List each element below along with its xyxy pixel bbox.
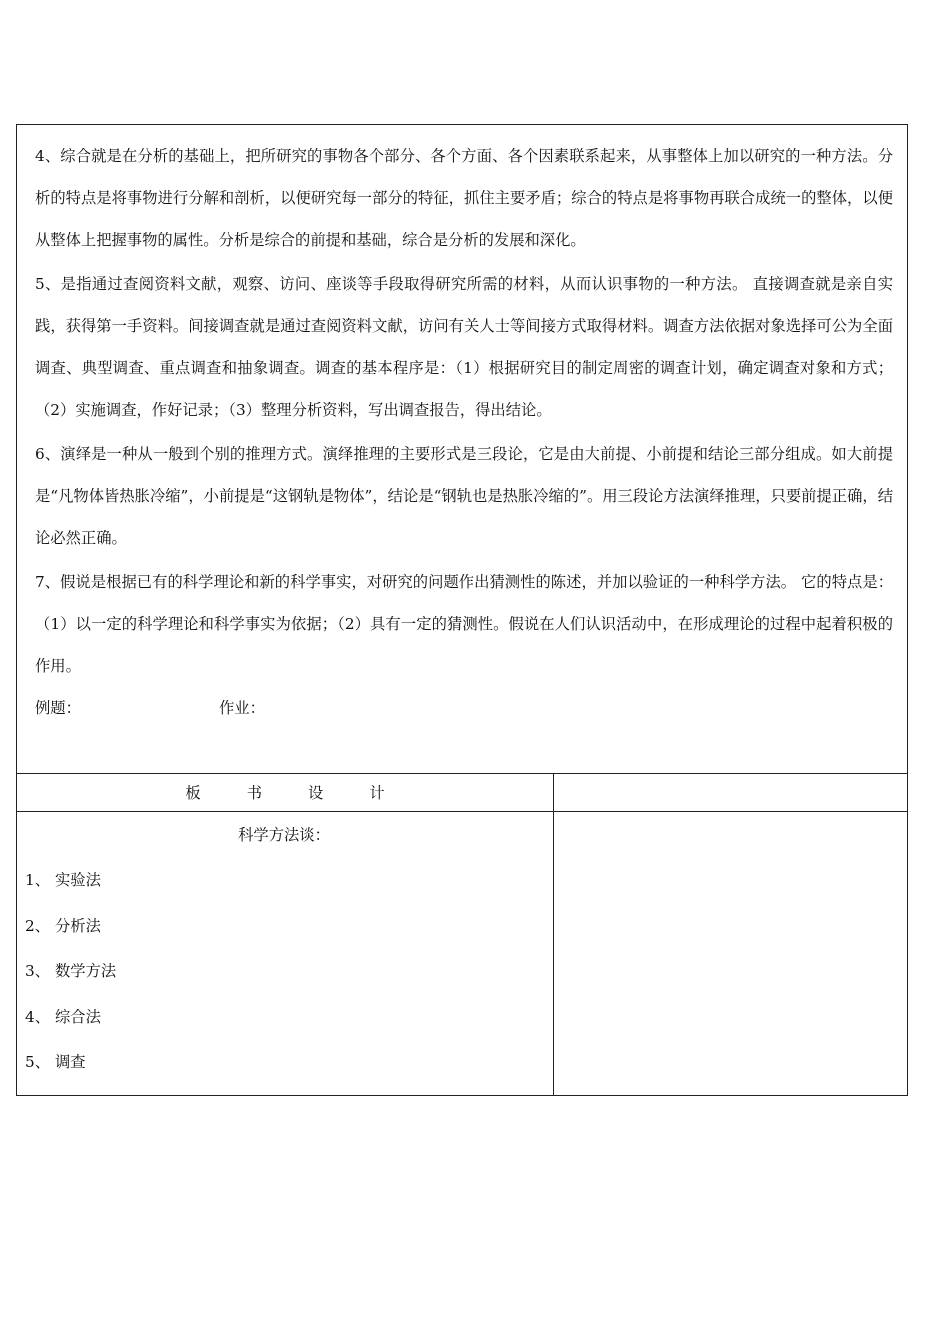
board-title: 科学方法谈： [238,826,330,844]
paragraph-investigation: 5、是指通过查阅资料文献，观察、访问、座谈等手段取得研究所需的材料，从而认识事物的一种方法。 直接调查就是亲自实践，获得第一手资料。间接调查就是通过查阅资料文献，访问有关人士等间接方式取得材料。调查方法依据对象选择可公为全面调查、典型调查、重点调查和抽象调查。调查的基本程序是：（1）根据研究目的制定周密的调查计划，确定调查对象和方式；（2）实施调查，作好记录；（3）整理分析资料，写出调查报告，得出结论。 [35,275,893,419]
example-homework-line [35,687,893,729]
homework-label: 作业： [219,699,265,717]
paragraph-deduction: 6、演绎是一种从一般到个别的推理方式。演绎推理的主要形式是三段论，它是由大前提、小前提和结论三部分组成。如大前提是“凡物体皆热胀冷缩”，小前提是“这钢轨是物体”，结论是“钢轨也是热胀冷缩的”。用三段论方法演绎推理，只要前提正确，结论必然正确。 [35,445,893,547]
item-number: 4、 [25,1007,51,1026]
item-text: 实验法 [55,871,101,889]
header-char: 板 [185,784,201,802]
item-number: 3、 [25,962,51,980]
list-item [25,949,553,995]
board-design-header [17,773,553,811]
list-item [25,995,553,1041]
paragraph-synthesis: 4、综合就是在分析的基础上，把所研究的事物各个部分、各个方面、各个因素联系起来，从事整体上加以研究的一种方法。分析的特点是将事物进行分解和剖析，以便研究每一部分的特征，抓住主要矛盾；综合的特点是将事物再联合成统一的整体，以便从整体上把握事物的属性。分析是综合的前提和基础，综合是分析的发展和深化。 [35,147,893,249]
column-divider [553,773,554,1095]
row-divider-bottom [17,811,907,812]
header-char: 书 [246,784,262,802]
item-text: 数学方法 [55,962,117,980]
list-item [25,858,553,904]
example-label: 例题： [35,699,81,717]
list-item [25,904,553,950]
header-char: 计 [369,784,385,802]
item-number: 2、 [25,916,51,935]
item-number: 5、 [25,1053,51,1071]
item-text: 调查 [55,1053,86,1071]
lesson-table [16,124,908,1096]
item-number: 1、 [25,871,51,889]
header-char: 设 [308,784,324,802]
item-text: 综合法 [55,1007,101,1026]
board-design-body [17,813,553,1097]
paragraph-hypothesis: 7、假说是根据已有的科学理论和新的科学事实，对研究的问题作出猜测性的陈述，并加以验证的一种科学方法。 它的特点是：（1）以一定的科学理论和科学事实为依据；（2）具有一定的猜测性。假说在人们认识活动中，在形成理论的过程中起着积极的作用。 [35,573,893,675]
item-text: 分析法 [55,916,101,935]
content-cell [17,125,907,773]
list-item [25,1040,553,1086]
